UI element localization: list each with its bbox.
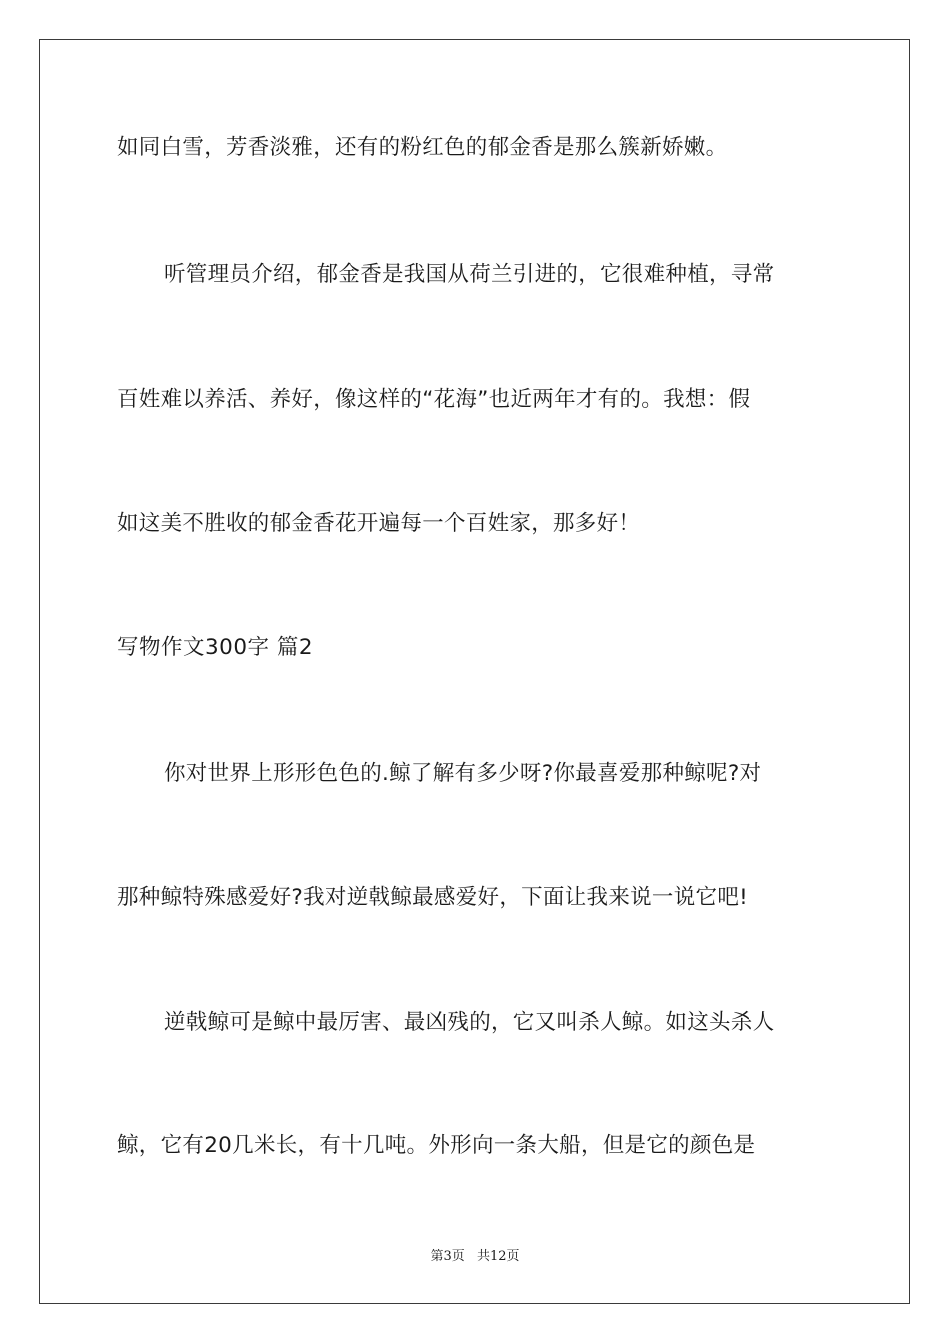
paragraph-line-4: 如这美不胜收的郁金香花开遍每一个百姓家，那多好！: [117, 511, 641, 536]
section-heading: 写物作文300字 篇2: [117, 635, 314, 660]
paragraph-line-7: 逆戟鲸可是鲸中最厉害、最凶残的，它又叫杀人鲸。如这头杀人: [164, 1010, 775, 1035]
paragraph-line-2: 听管理员介绍，郁金香是我国从荷兰引进的，它很难种植，寻常: [164, 262, 775, 287]
page-footer: [0, 1248, 950, 1266]
page-border: [39, 39, 910, 1304]
page-number-current: 第3页: [430, 1249, 465, 1264]
paragraph-line-8: 鲸，它有20几米长，有十几吨。外形向一条大船，但是它的颜色是: [117, 1133, 756, 1158]
paragraph-line-6: 那种鲸特殊感爱好?我对逆戟鲸最感爱好，下面让我来说一说它吧!: [117, 885, 749, 910]
paragraph-line-5: 你对世界上形形色色的.鲸了解有多少呀?你最喜爱那种鲸呢?对: [164, 761, 762, 786]
paragraph-line-1: 如同白雪，芳香淡雅，还有的粉红色的郁金香是那么簇新娇嫩。: [117, 135, 728, 160]
page-number-total: 共12页: [476, 1249, 520, 1264]
paragraph-line-3: 百姓难以养活、养好，像这样的“花海”也近两年才有的。我想：假: [117, 387, 751, 412]
